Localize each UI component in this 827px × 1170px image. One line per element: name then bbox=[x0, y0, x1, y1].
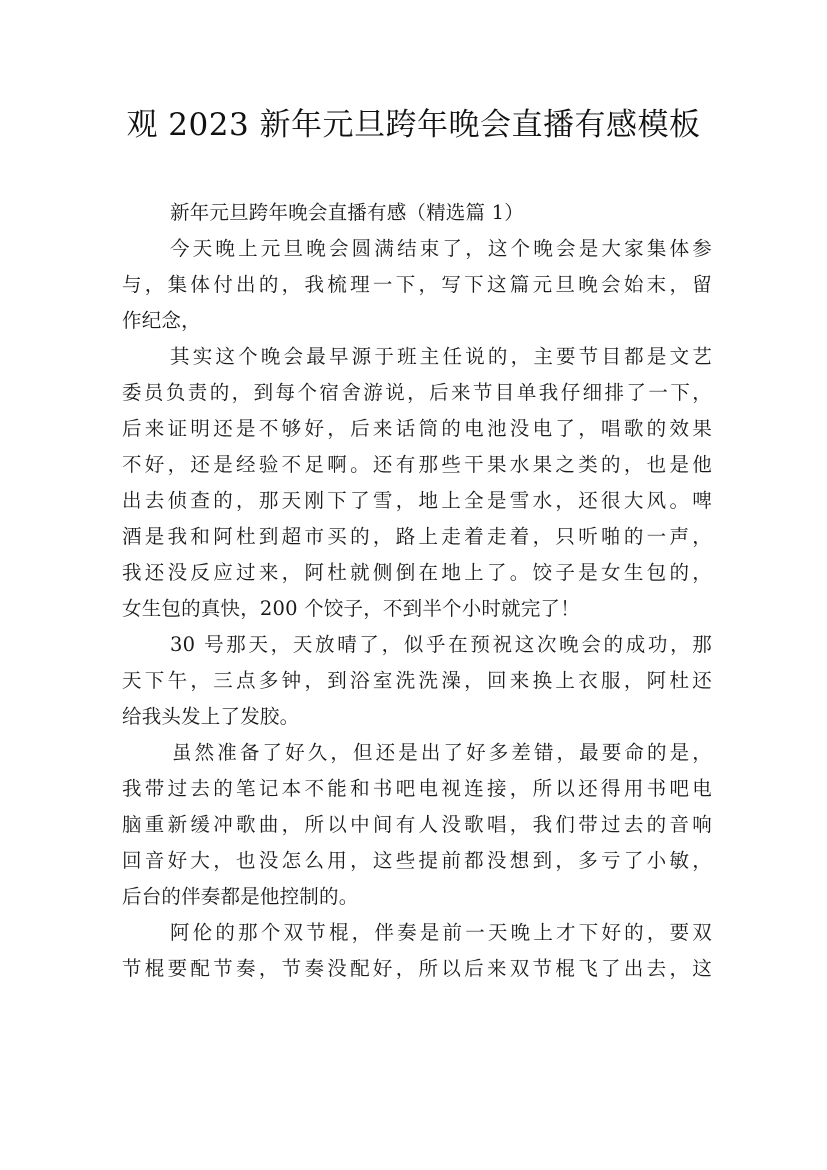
paragraph-line: 虽然准备了好久，但还是出了好多差错，最要命的是， bbox=[172, 741, 712, 764]
paragraph-line: 不好，还是经验不足啊。还有那些干果水果之类的，也是他 bbox=[122, 453, 712, 476]
paragraph-line: 与，集体付出的，我梳理一下，写下这篇元旦晚会始末，留 bbox=[122, 273, 712, 296]
paragraph-line: 后台的伴奏都是他控制的。 bbox=[122, 885, 359, 908]
paragraph-line: 我带过去的笔记本不能和书吧电视连接，所以还得用书吧电 bbox=[122, 777, 712, 800]
paragraph-line: 30 号那天，天放晴了，似乎在预祝这次晚会的成功，那 bbox=[170, 633, 712, 656]
document-body bbox=[122, 195, 712, 987]
paragraph-line: 其实这个晚会最早源于班主任说的，主要节目都是文艺 bbox=[170, 345, 712, 368]
document-title: 观 2023 新年元旦跨年晚会直播有感模板 bbox=[126, 107, 701, 143]
paragraph-line: 天下午，三点多钟，到浴室洗洗澡，回来换上衣服，阿杜还 bbox=[122, 669, 712, 692]
paragraph-line: 我还没反应过来，阿杜就侧倒在地上了。饺子是女生包的， bbox=[122, 561, 712, 584]
paragraph-line: 脑重新缓冲歌曲，所以中间有人没歌唱，我们带过去的音响 bbox=[122, 813, 712, 836]
paragraph-line: 酒是我和阿杜到超市买的，路上走着走着，只听啪的一声， bbox=[122, 525, 712, 548]
paragraph-line: 今天晚上元旦晚会圆满结束了，这个晚会是大家集体参 bbox=[170, 237, 712, 260]
paragraph-line: 回音好大，也没怎么用，这些提前都没想到，多亏了小敏， bbox=[122, 849, 712, 872]
paragraph-line: 给我头发上了发胶。 bbox=[122, 705, 300, 728]
paragraph-line: 作纪念， bbox=[122, 309, 201, 332]
paragraph-line: 后来证明还是不够好，后来话筒的电池没电了，唱歌的效果 bbox=[122, 417, 712, 440]
paragraph-line: 委员负责的，到每个宿舍游说，后来节目单我仔细排了一下， bbox=[122, 381, 712, 404]
section-heading: 新年元旦跨年晚会直播有感（精选篇 1） bbox=[170, 201, 524, 224]
paragraph-line: 女生包的真快，200 个饺子，不到半个小时就完了！ bbox=[122, 597, 580, 620]
paragraph-line: 阿伦的那个双节棍，伴奏是前一天晚上才下好的，要双 bbox=[170, 921, 712, 944]
paragraph-line: 出去侦查的，那天刚下了雪，地上全是雪水，还很大风。啤 bbox=[122, 489, 712, 512]
paragraph-line: 节棍要配节奏，节奏没配好，所以后来双节棍飞了出去，这 bbox=[122, 957, 712, 980]
